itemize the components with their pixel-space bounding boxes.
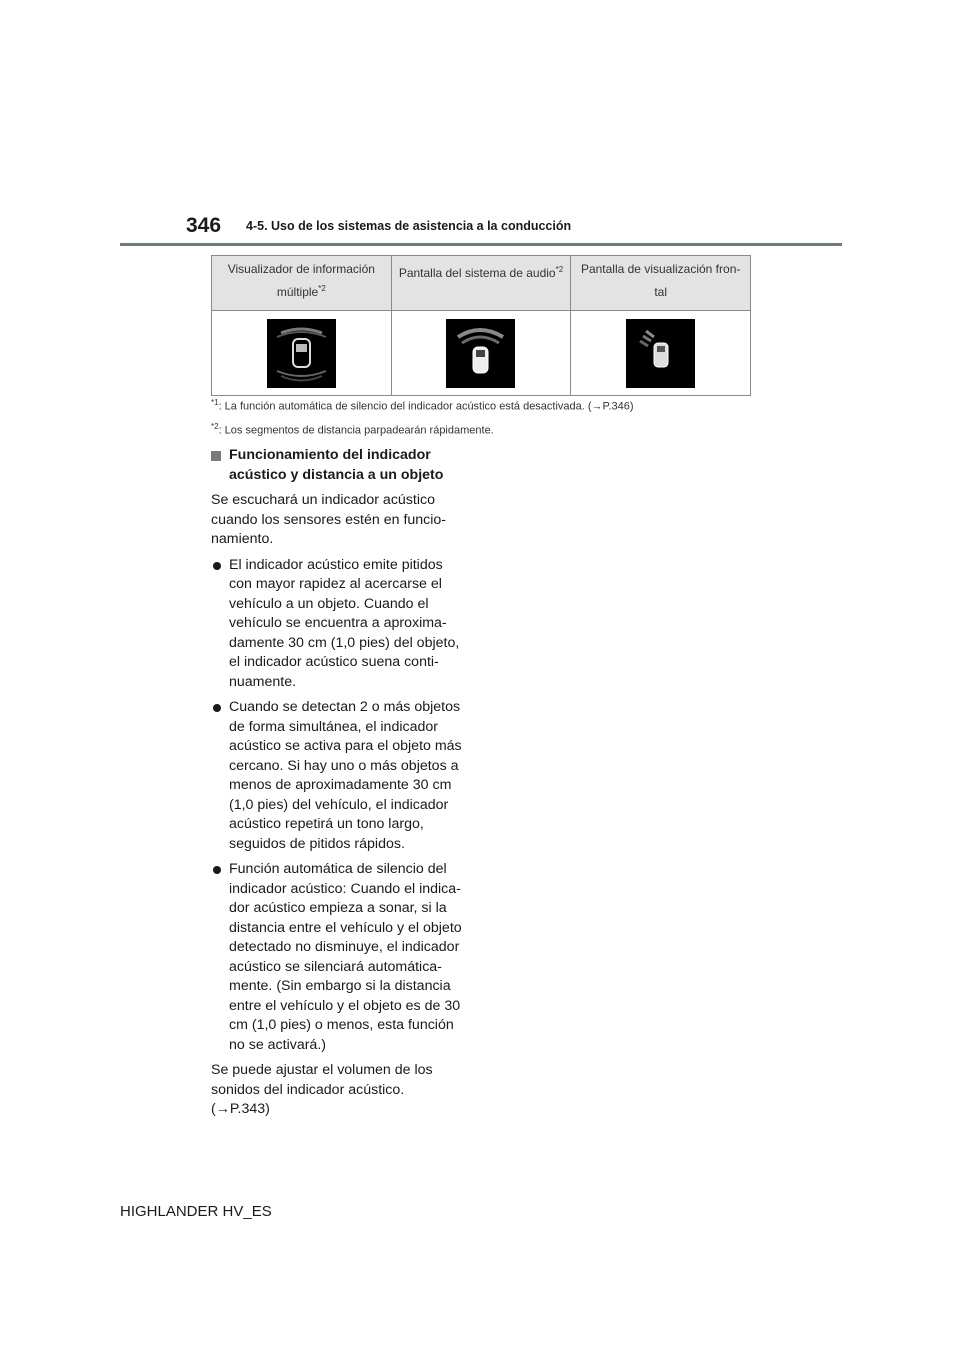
list-item: Función automática de silencio del indicador acústico: Cuando el indica-dor acústico empieza a sonar, si la distancia entre el vehículo y el objeto detectado no disminuye, el indicador acústico se silenciará automática-mente. (Sin embargo si la distancia entre el vehículo y el objeto es de 30 cm (1,0 pies) o menos, esta función no se activará.): [211, 860, 467, 1055]
footnote-2: $^{*2}$: Los segmentos de distancia parpadearán rápidamente.: [211, 422, 494, 437]
cell-audio-display: [391, 311, 571, 396]
intro-paragraph: Se escuchará un indicador acústico cuando los sensores estén en funcio-namiento.: [211, 492, 447, 547]
col-header-head-up-display: Pantalla de visualización fron-tal: [571, 256, 751, 311]
page-number: 346: [186, 214, 222, 237]
col-header-audio-display: Pantalla del sistema de audio$^{*2}$: [391, 256, 571, 311]
bullet-dot-icon: [213, 704, 221, 712]
cell-head-up-display: [571, 311, 751, 396]
cell-multi-info: [212, 311, 392, 396]
closing-paragraph: Se puede ajustar el volumen de los sonidos del indicador acústico. (→P.343): [211, 1062, 433, 1117]
display-table: [211, 255, 751, 396]
list-item: El indicador acústico emite pitidos con mayor rapidez al acercarse el vehículo a un objeto. Cuando el vehículo se encuentra a aproxima-damente 30 cm (1,0 pies) del objeto, el indicador acústico suena conti-nuamente.: [211, 556, 467, 693]
header-rule: [120, 243, 842, 246]
display-table-image-row: [212, 311, 751, 396]
multi-info-display-sensor-icon: [267, 319, 336, 388]
head-up-display-sensor-icon: [626, 319, 695, 388]
list-item: Cuando se detectan 2 o más objetos de forma simultánea, el indicador acústico se activa para el objeto más cercano. Si hay uno o más objetos a menos de aproximadamente 30 cm (1,0 pies) del vehículo, el indicador acústico repetirá un tono largo, seguidos de pitidos rápidos.: [211, 698, 467, 854]
bullet-dot-icon: [213, 866, 221, 874]
footnote-1: $^{*1}$: La función automática de silencio del indicador acústico está desactivada. (→P.346): [211, 398, 634, 413]
footer-model: HIGHLANDER HV_ES: [120, 1203, 272, 1220]
section-heading: Funcionamiento del indicador acústico y distancia a un objeto: [211, 446, 467, 485]
section-title: 4-5. Uso de los sistemas de asistencia a la conducción: [246, 219, 572, 233]
display-table-header-row: [212, 256, 751, 311]
bullet-dot-icon: [213, 562, 221, 570]
main-content: [211, 446, 467, 1126]
heading-square-icon: [211, 451, 221, 461]
audio-display-sensor-icon: [446, 319, 515, 388]
col-header-multi-info: Visualizador de información múltiple$^{*2}$: [212, 256, 392, 311]
